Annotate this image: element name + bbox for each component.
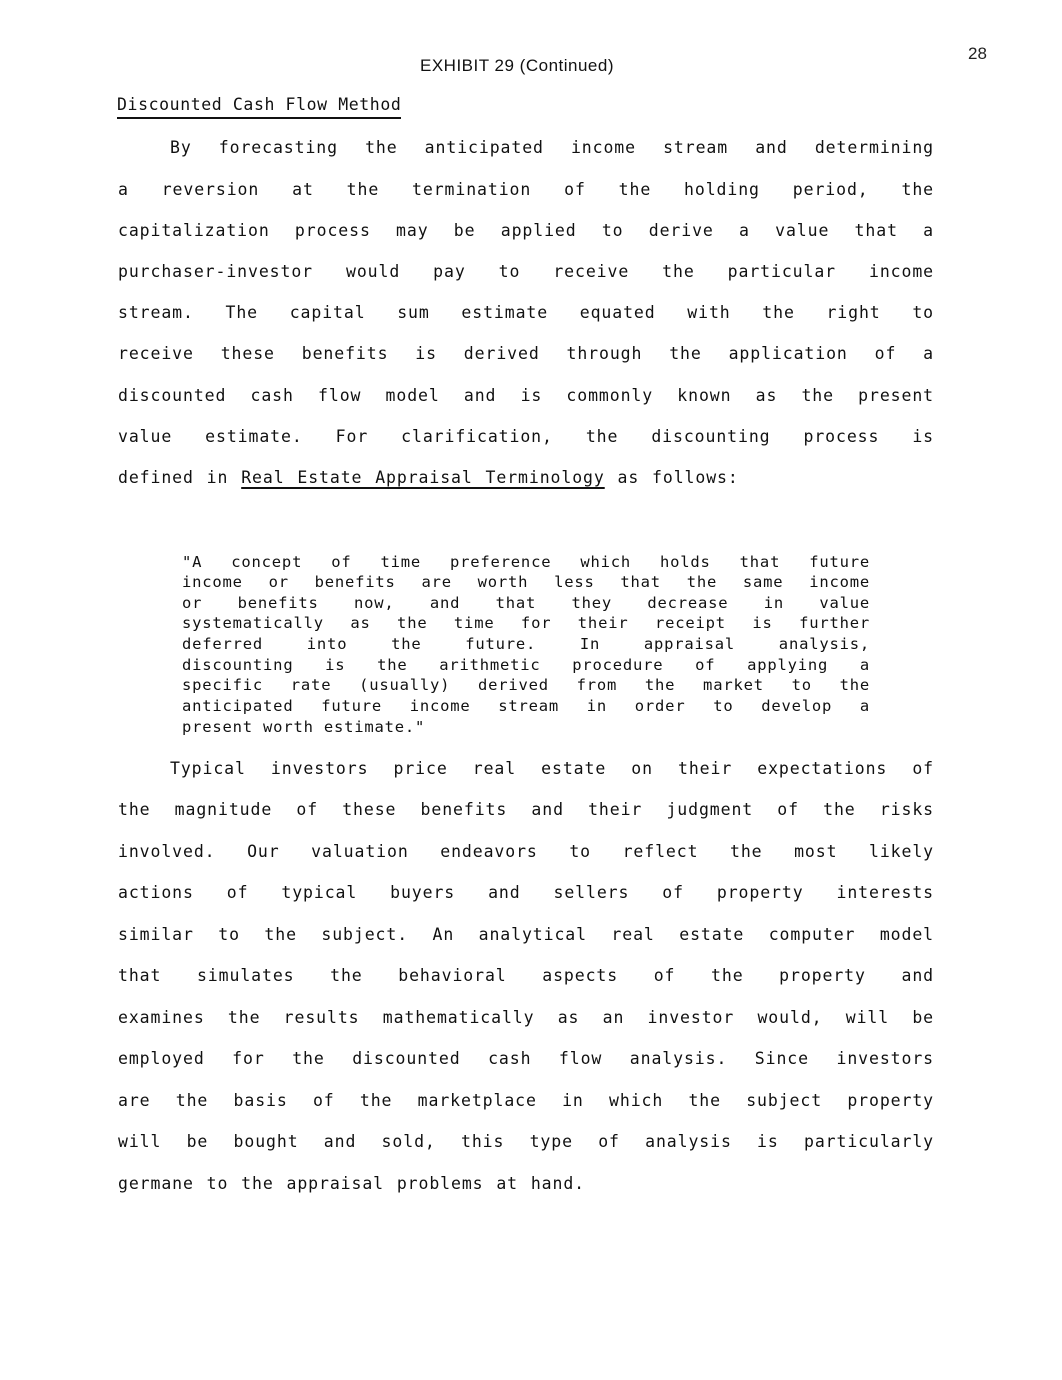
paragraph-line: germane to the appraisal problems at hand. xyxy=(118,1174,586,1193)
paragraph-line: By forecasting the anticipated income stream and determining xyxy=(170,138,934,157)
paragraph-line: purchaser-investor would pay to receive the particular income xyxy=(118,262,934,281)
quote-line: deferred into the future. In appraisal analysis, xyxy=(182,635,870,653)
paragraph-line: similar to the subject. An analytical real estate computer model xyxy=(118,925,934,944)
page-number: 28 xyxy=(968,44,987,63)
paragraph-line: Typical investors price real estate on their expectations of xyxy=(170,759,934,778)
paragraph-line: will be bought and sold, this type of analysis is particularly xyxy=(118,1132,934,1151)
quote-line: anticipated future income stream in order to develop a xyxy=(182,697,870,715)
paragraph-line: capitalization process may be applied to derive a value that a xyxy=(118,221,934,240)
quote-line: "A concept of time preference which holds that future xyxy=(182,553,870,571)
paragraph-line: discounted cash flow model and is commonly known as the present xyxy=(118,386,934,405)
section-heading: Discounted Cash Flow Method xyxy=(117,95,401,119)
paragraph-line: involved. Our valuation endeavors to reflect the most likely xyxy=(118,842,934,861)
quote-line: or benefits now, and that they decrease in value xyxy=(182,594,870,612)
quote-line: present worth estimate." xyxy=(182,718,426,736)
paragraph-line: are the basis of the marketplace in which the subject property xyxy=(118,1091,934,1110)
paragraph-text: defined in xyxy=(118,468,242,487)
quote-line: specific rate (usually) derived from the market to the xyxy=(182,676,870,694)
paragraph-line: examines the results mathematically as an investor would, will be xyxy=(118,1008,934,1027)
paragraph-line: a reversion at the termination of the holding period, the xyxy=(118,180,934,199)
quote-line: systematically as the time for their receipt is further xyxy=(182,614,870,632)
paragraph-line: that simulates the behavioral aspects of the property and xyxy=(118,966,934,985)
quote-line: income or benefits are worth less that the same income xyxy=(182,573,870,591)
quote-line: discounting is the arithmetic procedure of applying a xyxy=(182,656,870,674)
paragraph-line: actions of typical buyers and sellers of property interests xyxy=(118,883,934,902)
paragraph-line: the magnitude of these benefits and their judgment of the risks xyxy=(118,800,934,819)
paragraph-line-last xyxy=(118,468,934,488)
paragraph-text: as follows: xyxy=(604,468,739,487)
exhibit-title: EXHIBIT 29 (Continued) xyxy=(420,56,614,75)
paragraph-line: value estimate. For clarification, the discounting process is xyxy=(118,427,934,446)
referenced-book-title: Real Estate Appraisal Terminology xyxy=(241,468,605,487)
paragraph-line: receive these benefits is derived through the application of a xyxy=(118,344,934,363)
paragraph-line: stream. The capital sum estimate equated with the right to xyxy=(118,303,934,322)
paragraph-line: employed for the discounted cash flow analysis. Since investors xyxy=(118,1049,934,1068)
